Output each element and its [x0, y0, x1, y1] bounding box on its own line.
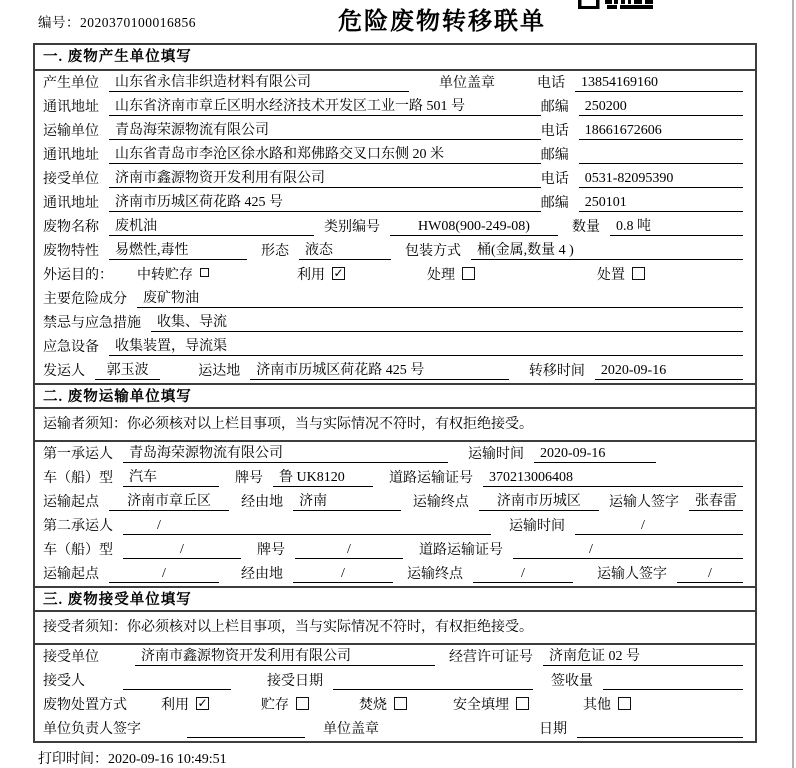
purpose-option-transfer-storage [137, 264, 209, 284]
route-via2-value: / [293, 566, 393, 583]
second-carrier-row [35, 514, 755, 538]
road-permit1-label: 道路运输证号 [389, 471, 473, 486]
vehicle-type1-value: 汽车 [123, 466, 219, 487]
receiver-address-row [35, 191, 755, 215]
hazard-component-row [35, 287, 755, 311]
section1-header: 一. 废物产生单位填写 [35, 45, 755, 71]
disposal-option-use [161, 694, 209, 714]
purpose-treat-label: 处理 [427, 268, 455, 283]
emergency-measures-row [35, 311, 755, 335]
transport-unit-row [35, 119, 755, 143]
transfer-purpose-label: 外运目的： [43, 268, 113, 283]
receiver-zip-value: 250101 [579, 195, 743, 212]
vehicle-type2-label: 车（船）型 [43, 543, 113, 558]
route-end1-value: 济南市历城区 [479, 490, 599, 511]
purpose-option-dispose [597, 264, 645, 284]
accept-unit-row [35, 645, 755, 669]
plate-number2-label: 牌号 [257, 543, 285, 558]
first-carrier-value: 青岛海荣源物流有限公司 [123, 442, 448, 463]
waste-form-value: 液态 [299, 239, 391, 260]
disposal-option-landfill [453, 694, 529, 714]
accept-date-label: 接受日期 [267, 674, 323, 689]
disposal-other-checkbox [618, 697, 631, 710]
transport-unit-value: 青岛海荣源物流有限公司 [109, 119, 541, 140]
plate-number2-value: / [295, 542, 403, 559]
route-start2-label: 运输起点 [43, 567, 99, 582]
section2-header: 二. 废物运输单位填写 [35, 383, 755, 409]
transport-tel-value: 18661672606 [579, 123, 743, 140]
emergency-measures-label: 禁忌与应急措施 [43, 316, 141, 331]
disposal-store-label: 贮存 [261, 698, 289, 713]
transport-zip-value [579, 147, 743, 164]
road-permit2-value: / [513, 542, 743, 559]
waste-quantity-label: 数量 [572, 220, 600, 235]
transport-address-label: 通讯地址 [43, 148, 99, 163]
section3-header: 三. 废物接受单位填写 [35, 586, 755, 612]
carrier-sign2-label: 运输人签字 [597, 567, 667, 582]
route-start2-value: / [109, 566, 219, 583]
hazard-component-label: 主要危险成分 [43, 292, 127, 307]
route1-row [35, 490, 755, 514]
transfer-time-value: 2020-09-16 [595, 363, 743, 380]
disposal-option-store [261, 694, 309, 714]
qr-code-fragment-icon [578, 0, 654, 9]
disposal-burn-checkbox [394, 697, 407, 710]
waste-category-label: 类别编号 [324, 220, 380, 235]
purpose-dispose-checkbox [632, 267, 645, 280]
packing-method-label: 包装方式 [405, 244, 461, 259]
shipper-value: 郭玉波 [95, 359, 160, 380]
packing-method-value: 桶(金属,数量 4 ) [471, 239, 743, 260]
scan-edge-line [792, 0, 794, 768]
transport-address-row [35, 143, 755, 167]
transfer-time-label: 转移时间 [528, 364, 585, 379]
signed-quantity-label: 签收量 [551, 674, 593, 689]
destination-value: 济南市历城区荷花路 425 号 [250, 359, 509, 380]
sign-date-value [577, 721, 743, 738]
shipper-row [35, 359, 755, 383]
responsible-sign-label: 单位负责人签字 [43, 722, 141, 737]
generator-address-row [35, 95, 755, 119]
disposal-landfill-checkbox [516, 697, 529, 710]
vehicle-type2-value: / [123, 542, 241, 559]
disposal-use-checkbox: ✓ [197, 696, 208, 710]
serial-label: 编号： [38, 15, 80, 30]
responsible-sign-value [187, 721, 305, 738]
vehicle-type1-label: 车（船）型 [43, 471, 113, 486]
generator-unit-label: 产生单位 [43, 76, 99, 91]
emergency-measures-value: 收集、导流 [151, 311, 743, 332]
generator-zip-value: 250200 [579, 99, 743, 116]
generator-unit-row [35, 71, 755, 95]
purpose-option-use [297, 264, 345, 284]
hazard-component-value: 废矿物油 [137, 287, 743, 308]
route2-row [35, 562, 755, 586]
accept-unit-value: 济南市鑫源物资开发利用有限公司 [135, 645, 435, 666]
purpose-dispose-label: 处置 [597, 268, 625, 283]
vehicle1-row [35, 466, 755, 490]
transport-time2-label: 运输时间 [509, 519, 565, 534]
license-number-value: 济南危证 02 号 [543, 645, 743, 666]
disposal-other-label: 其他 [583, 698, 611, 713]
generator-unit-value: 山东省永信非织造材料有限公司 [109, 71, 409, 92]
plate-number1-label: 牌号 [235, 471, 263, 486]
disposal-method-row [35, 693, 755, 717]
signed-quantity-value [603, 673, 743, 690]
waste-quantity-value: 0.8 吨 [610, 215, 743, 236]
waste-form-label: 形态 [261, 244, 289, 259]
print-time-value: 2020-09-16 10:49:51 [108, 752, 227, 767]
serial-number-line [38, 11, 196, 31]
transporter-notice: 运输者须知：你必须核对以上栏目事项，当与实际情况不符时，有权拒绝接受。 [35, 409, 755, 442]
print-time-line [38, 748, 227, 768]
responsible-sign-row [35, 717, 755, 741]
emergency-equipment-value: 收集装置，导流渠 [109, 335, 743, 356]
accept-person-row [35, 669, 755, 693]
second-carrier-label: 第二承运人 [43, 519, 113, 534]
purpose-use-checkbox: ✓ [333, 266, 344, 280]
route-via2-label: 经由地 [241, 567, 283, 582]
transport-zip-label: 邮编 [540, 148, 569, 163]
print-time-label: 打印时间： [38, 752, 108, 767]
carrier-sign1-label: 运输人签字 [608, 495, 679, 510]
destination-label: 运达地 [198, 364, 241, 379]
manifest-table [33, 43, 757, 743]
carrier-sign2-value: / [677, 566, 743, 583]
plate-number1-value: 鲁 UK8120 [273, 466, 373, 487]
accept-date-value [333, 673, 533, 690]
waste-properties-label: 废物特性 [43, 244, 99, 259]
generator-tel-value: 13854169160 [575, 75, 743, 92]
road-permit2-label: 道路运输证号 [419, 543, 503, 558]
serial-number: 2020370100016856 [80, 15, 196, 30]
route-end1-label: 运输终点 [412, 495, 469, 510]
waste-properties-row [35, 239, 755, 263]
unit-seal-label: 单位盖章 [439, 76, 495, 91]
disposal-use-label: 利用 [161, 698, 189, 713]
transfer-storage-checkbox [200, 268, 209, 277]
accept-unit-label: 接受单位 [43, 650, 99, 665]
receiver-tel-label: 电话 [540, 172, 569, 187]
receiver-notice: 接受者须知：你必须核对以上栏目事项，当与实际情况不符时，有权拒绝接受。 [35, 612, 755, 645]
disposal-store-checkbox [296, 697, 309, 710]
purpose-use-label: 利用 [297, 268, 325, 283]
second-carrier-value: / [123, 518, 491, 535]
first-carrier-row [35, 442, 755, 466]
receiver-tel-value: 0531-82095390 [579, 171, 743, 188]
accept-person-label: 接受人 [43, 674, 85, 689]
transport-tel-label: 电话 [540, 124, 569, 139]
generator-tel-label: 电话 [537, 76, 565, 91]
route-end2-label: 运输终点 [407, 567, 463, 582]
disposal-method-label: 废物处置方式 [43, 698, 127, 713]
disposal-landfill-label: 安全填埋 [453, 698, 509, 713]
license-number-label: 经营许可证号 [449, 650, 533, 665]
generator-address-label: 通讯地址 [43, 100, 99, 115]
receiver-unit-row [35, 167, 755, 191]
receiver-unit-label: 接受单位 [43, 172, 99, 187]
purpose-treat-checkbox [462, 267, 475, 280]
waste-category-value: HW08(900-249-08) [390, 219, 558, 236]
waste-name-label: 废物名称 [43, 220, 99, 235]
disposal-option-burn [359, 694, 407, 714]
sign-date-label: 日期 [539, 722, 567, 737]
first-carrier-label: 第一承运人 [43, 447, 113, 462]
purpose-option-treat [427, 264, 475, 284]
generator-address-value: 山东省济南市章丘区明水经济技术开发区工业一路 501 号 [109, 95, 541, 116]
transport-time2-value: / [575, 518, 743, 535]
receiver-address-value: 济南市历城区荷花路 425 号 [109, 191, 541, 212]
transport-time1-label: 运输时间 [468, 447, 524, 462]
transport-unit-label: 运输单位 [43, 124, 99, 139]
emergency-equipment-label: 应急设备 [43, 340, 99, 355]
waste-name-value: 废机油 [109, 215, 314, 236]
disposal-option-other [583, 694, 631, 714]
route-end2-value: / [473, 566, 573, 583]
receiver-address-label: 通讯地址 [43, 196, 99, 211]
transport-address-value: 山东省青岛市李沧区徐水路和郑佛路交叉口东侧 20 米 [109, 143, 541, 164]
page-title: 危险废物转移联单 [338, 9, 546, 35]
emergency-equipment-row [35, 335, 755, 359]
shipper-label: 发运人 [43, 364, 85, 379]
accept-person-value [123, 673, 231, 690]
route-via1-value: 济南 [293, 490, 401, 511]
unit-seal2-label: 单位盖章 [323, 722, 379, 737]
road-permit1-value: 370213006408 [483, 470, 743, 487]
route-start1-value: 济南市章丘区 [109, 490, 229, 511]
route-start1-label: 运输起点 [43, 495, 99, 510]
generator-zip-label: 邮编 [540, 100, 569, 115]
waste-name-row [35, 215, 755, 239]
receiver-unit-value: 济南市鑫源物资开发利用有限公司 [109, 167, 541, 188]
vehicle2-row [35, 538, 755, 562]
carrier-sign1-value: 张春雷 [689, 490, 743, 511]
transport-time1-value: 2020-09-16 [534, 446, 656, 463]
waste-properties-value: 易燃性,毒性 [109, 239, 247, 260]
receiver-zip-label: 邮编 [540, 196, 569, 211]
transfer-storage-label: 中转贮存 [137, 268, 193, 283]
route-via1-label: 经由地 [241, 495, 284, 510]
transfer-purpose-row [35, 263, 755, 287]
disposal-burn-label: 焚烧 [359, 698, 387, 713]
